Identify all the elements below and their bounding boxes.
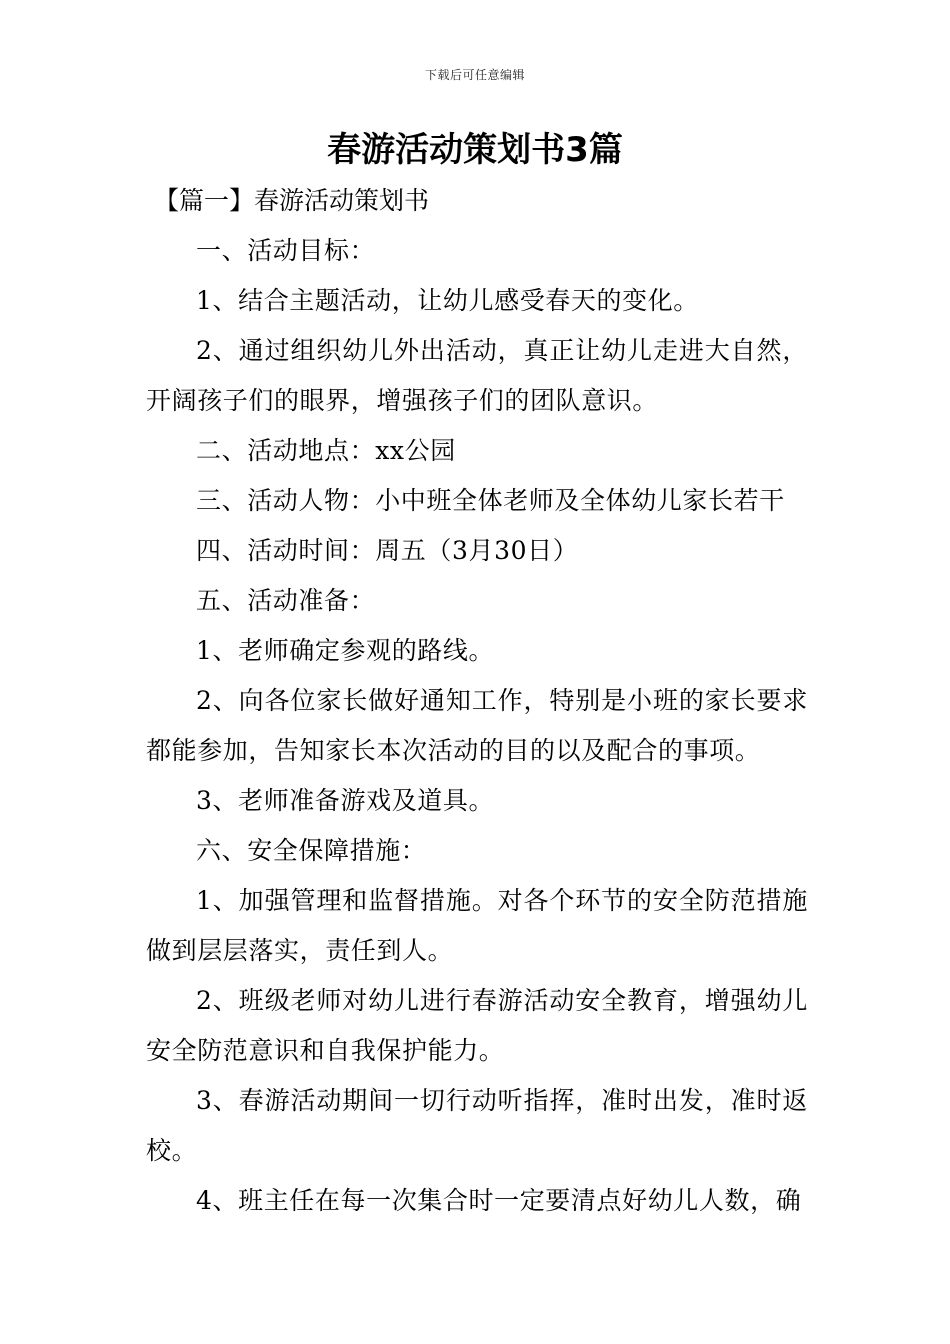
paragraph: 三、活动人物：小中班全体老师及全体幼儿家长若干 bbox=[196, 486, 785, 515]
paragraph: 3、老师准备游戏及道具。 bbox=[196, 786, 495, 815]
paragraph: 2、通过组织幼儿外出活动，真正让幼儿走进大自然，开阔孩子们的眼界，增强孩子们的团队意识。 bbox=[146, 336, 808, 415]
paragraph: 2、班级老师对幼儿进行春游活动安全教育，增强幼儿安全防范意识和自我保护能力。 bbox=[146, 986, 808, 1065]
page-header-note: 下载后可任意编辑 bbox=[424, 68, 525, 82]
paragraph: 1、老师确定参观的路线。 bbox=[196, 636, 495, 665]
paragraph: 五、活动准备： bbox=[196, 586, 376, 615]
paragraph: 3、春游活动期间一切行动听指挥，准时出发，准时返校。 bbox=[146, 1086, 808, 1165]
paragraph: 二、活动地点：xx公园 bbox=[196, 436, 456, 465]
document-title: 春游活动策划书3篇 bbox=[327, 130, 623, 170]
paragraph: 六、安全保障措施： bbox=[196, 836, 427, 865]
paragraph: 四、活动时间：周五（3月30日） bbox=[196, 536, 579, 565]
section-heading: 【篇一】春游活动策划书 bbox=[154, 186, 430, 215]
paragraph: 1、结合主题活动，让幼儿感受春天的变化。 bbox=[196, 286, 699, 315]
paragraph: 1、加强管理和监督措施。对各个环节的安全防范措施做到层层落实，责任到人。 bbox=[146, 886, 808, 965]
paragraph: 4、班主任在每一次集合时一定要清点好幼儿人数，确 bbox=[196, 1186, 802, 1215]
paragraph: 2、向各位家长做好通知工作，特别是小班的家长要求都能参加，告知家长本次活动的目的以及配合的事项。 bbox=[146, 686, 808, 765]
document-body bbox=[146, 176, 808, 1226]
paragraph: 一、活动目标： bbox=[196, 236, 376, 265]
